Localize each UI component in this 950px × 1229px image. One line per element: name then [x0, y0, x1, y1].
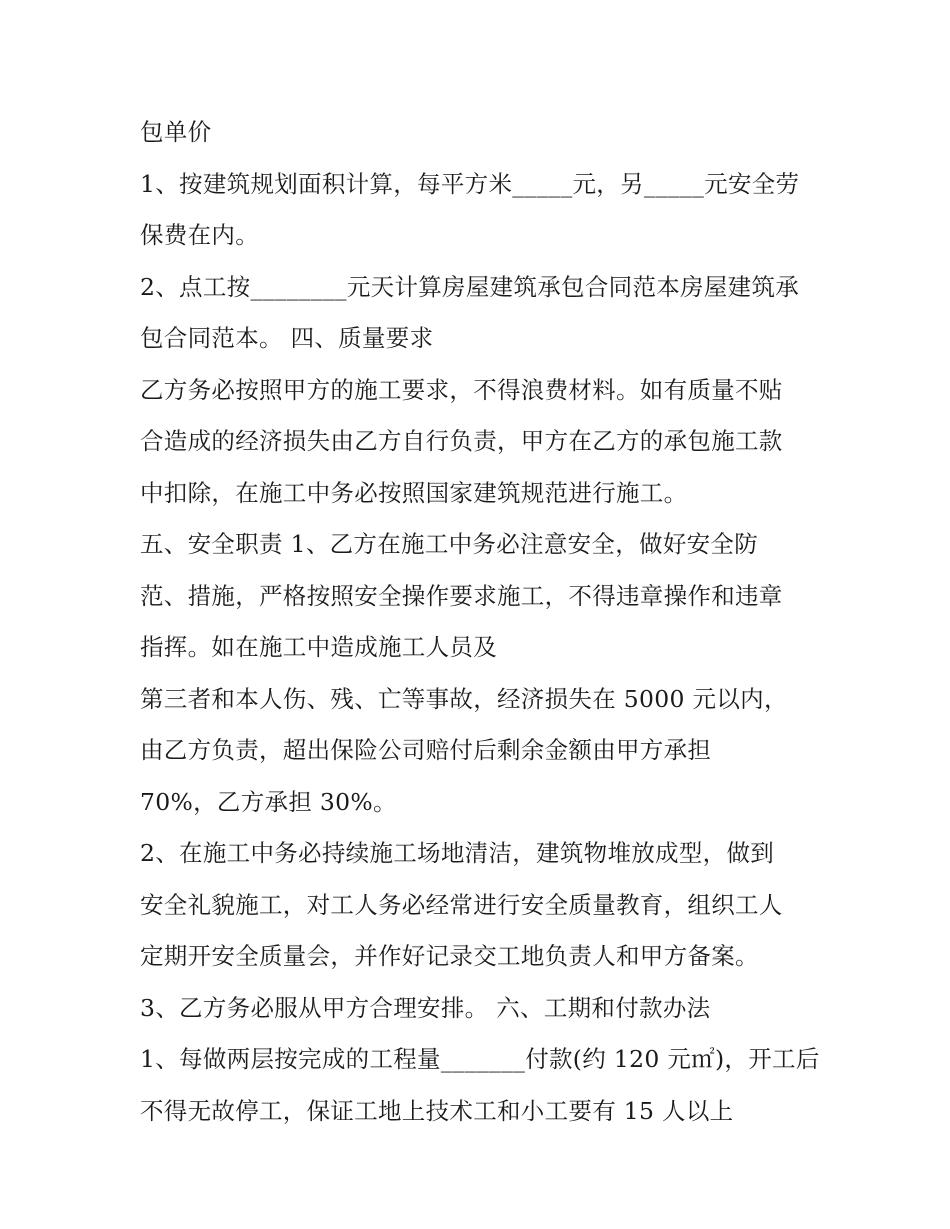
document-body [140, 107, 830, 1137]
text-line: 2、点工按________元天计算房屋建筑承包合同范本房屋建筑承 [140, 272, 800, 301]
text-line: 范、措施，严格按照安全操作要求施工，不得违章操作和违章 [140, 581, 783, 610]
text-line: 乙方务必按照甲方的施工要求，不得浪费材料。如有质量不贴 [140, 375, 783, 404]
text-line: 包单价 [140, 118, 212, 146]
text-line: 包合同范本。 四、质量要求 [140, 324, 434, 352]
text-line: 由乙方负责，超出保险公司赔付后剩余金额由甲方承担 [140, 736, 712, 764]
text-line: 安全礼貌施工，对工人务必经常进行安全质量教育，组织工人 [140, 890, 783, 919]
text-line: 2、在施工中务必持续施工场地清洁，建筑物堆放成型，做到 [140, 839, 775, 867]
text-line: 1、每做两层按完成的工程量_______付款(约 120 元㎡)，开工后 [140, 1045, 820, 1073]
text-line: 定期开安全质量会，并作好记录交工地负责人和甲方备案。 [140, 942, 759, 970]
text-line: 70%，乙方承担 30%。 [140, 787, 397, 816]
text-line: 不得无故停工，保证工地上技术工和小工要有 15 人以上 [140, 1096, 734, 1125]
text-line: 第三者和本人伤、残、亡等事故，经济损失在 5000 元以内， [140, 684, 788, 713]
text-line: 合造成的经济损失由乙方自行负责，甲方在乙方的承包施工款 [140, 427, 783, 455]
text-line: 指挥。如在施工中造成施工人员及 [140, 633, 497, 661]
text-line: 五、安全职责 1、乙方在施工中务必注意安全，做好安全防 [140, 530, 759, 558]
text-line: 中扣除，在施工中务必按照国家建筑规范进行施工。 [140, 478, 688, 507]
text-line: 保费在内。 [140, 221, 259, 249]
text-line: 1、按建筑规划面积计算，每平方米_____元，另_____元安全劳 [140, 169, 800, 198]
text-line: 3、乙方务必服从甲方合理安排。 六、工期和付款办法 [140, 993, 711, 1022]
